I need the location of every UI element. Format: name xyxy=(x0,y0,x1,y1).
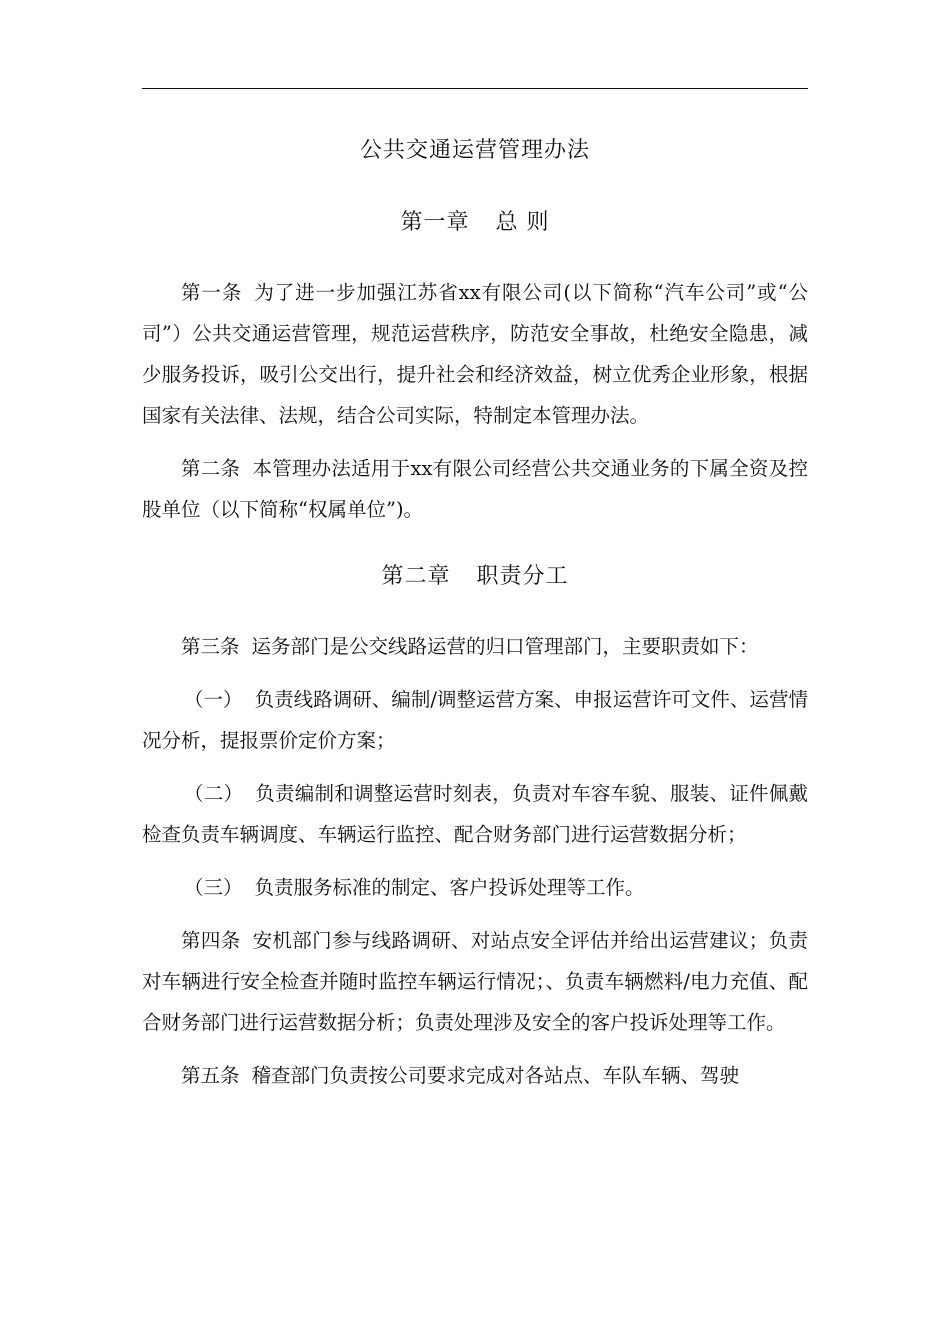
list-item-1 xyxy=(142,679,808,761)
article-1-label: 第一条 xyxy=(181,281,243,304)
article-1-text: 为了进一步加强江苏省xx有限公司(以下简称“汽车公司”或“公司”）公共交通运营管理，规范运营秩序，防范安全事故，杜绝安全隐患，减少服务投诉，吸引公交出行，提升社会和经济效益，树立优秀企业形象，根据国家有关法律、法规，结合公司实际，特制定本管理办法。 xyxy=(142,281,808,427)
article-2 xyxy=(142,448,808,530)
article-4-label: 第四条 xyxy=(181,929,241,952)
header-rule xyxy=(142,88,808,89)
article-4-text: 安机部门参与线路调研、对站点安全评估并给出运营建议；负责对车辆进行安全检查并随时监控车辆运行情况；、负责车辆燃料/电力充值、配合财务部门进行运营数据分析；负责处理涉及安全的客户投诉处理等工作。 xyxy=(142,929,808,1034)
document-title: 公共交通运营管理办法 xyxy=(359,138,590,163)
article-5 xyxy=(142,1055,808,1096)
list-item-1-text: 负责线路调研、编制/调整运营方案、申报运营许可文件、运营情况分析，提报票价定价方案； xyxy=(142,688,808,752)
article-3-label: 第三条 xyxy=(181,635,240,658)
article-1 xyxy=(142,272,808,436)
list-item-2-label: （二） xyxy=(184,782,244,805)
chapter-2-name: 职责分工 xyxy=(476,564,569,589)
list-item-2 xyxy=(142,773,808,855)
list-item-2-text: 负责编制和调整运营时刻表，负责对车容车貌、服装、证件佩戴检查负责车辆调度、车辆运行监控、配合财务部门进行运营数据分析； xyxy=(142,782,808,846)
chapter-1-number: 第一章 xyxy=(400,210,470,235)
article-4 xyxy=(142,920,808,1043)
article-3 xyxy=(142,626,808,667)
list-item-3-text: 负责服务标准的制定、客户投诉处理等工作。 xyxy=(254,876,645,899)
list-item-1-label: （一） xyxy=(184,688,243,711)
chapter-2-number: 第二章 xyxy=(381,564,451,589)
article-5-label: 第五条 xyxy=(181,1064,240,1087)
chapter-1-name: 总 则 xyxy=(495,210,550,235)
chapter-2-title xyxy=(142,554,808,600)
list-item-3-label: （三） xyxy=(184,876,243,899)
article-2-text: 本管理办法适用于xx有限公司经营公共交通业务的下属全资及控股单位（以下简称“权属单位”)。 xyxy=(142,457,808,521)
article-3-text: 运务部门是公交线路运营的归口管理部门，主要职责如下： xyxy=(251,635,759,658)
chapter-1-title xyxy=(142,200,808,246)
document-body xyxy=(142,128,808,1096)
article-5-text: 稽查部门负责按公司要求完成对各站点、车队车辆、驾驶 xyxy=(251,1064,740,1087)
list-item-3 xyxy=(142,867,808,908)
article-2-label: 第二条 xyxy=(181,457,241,480)
